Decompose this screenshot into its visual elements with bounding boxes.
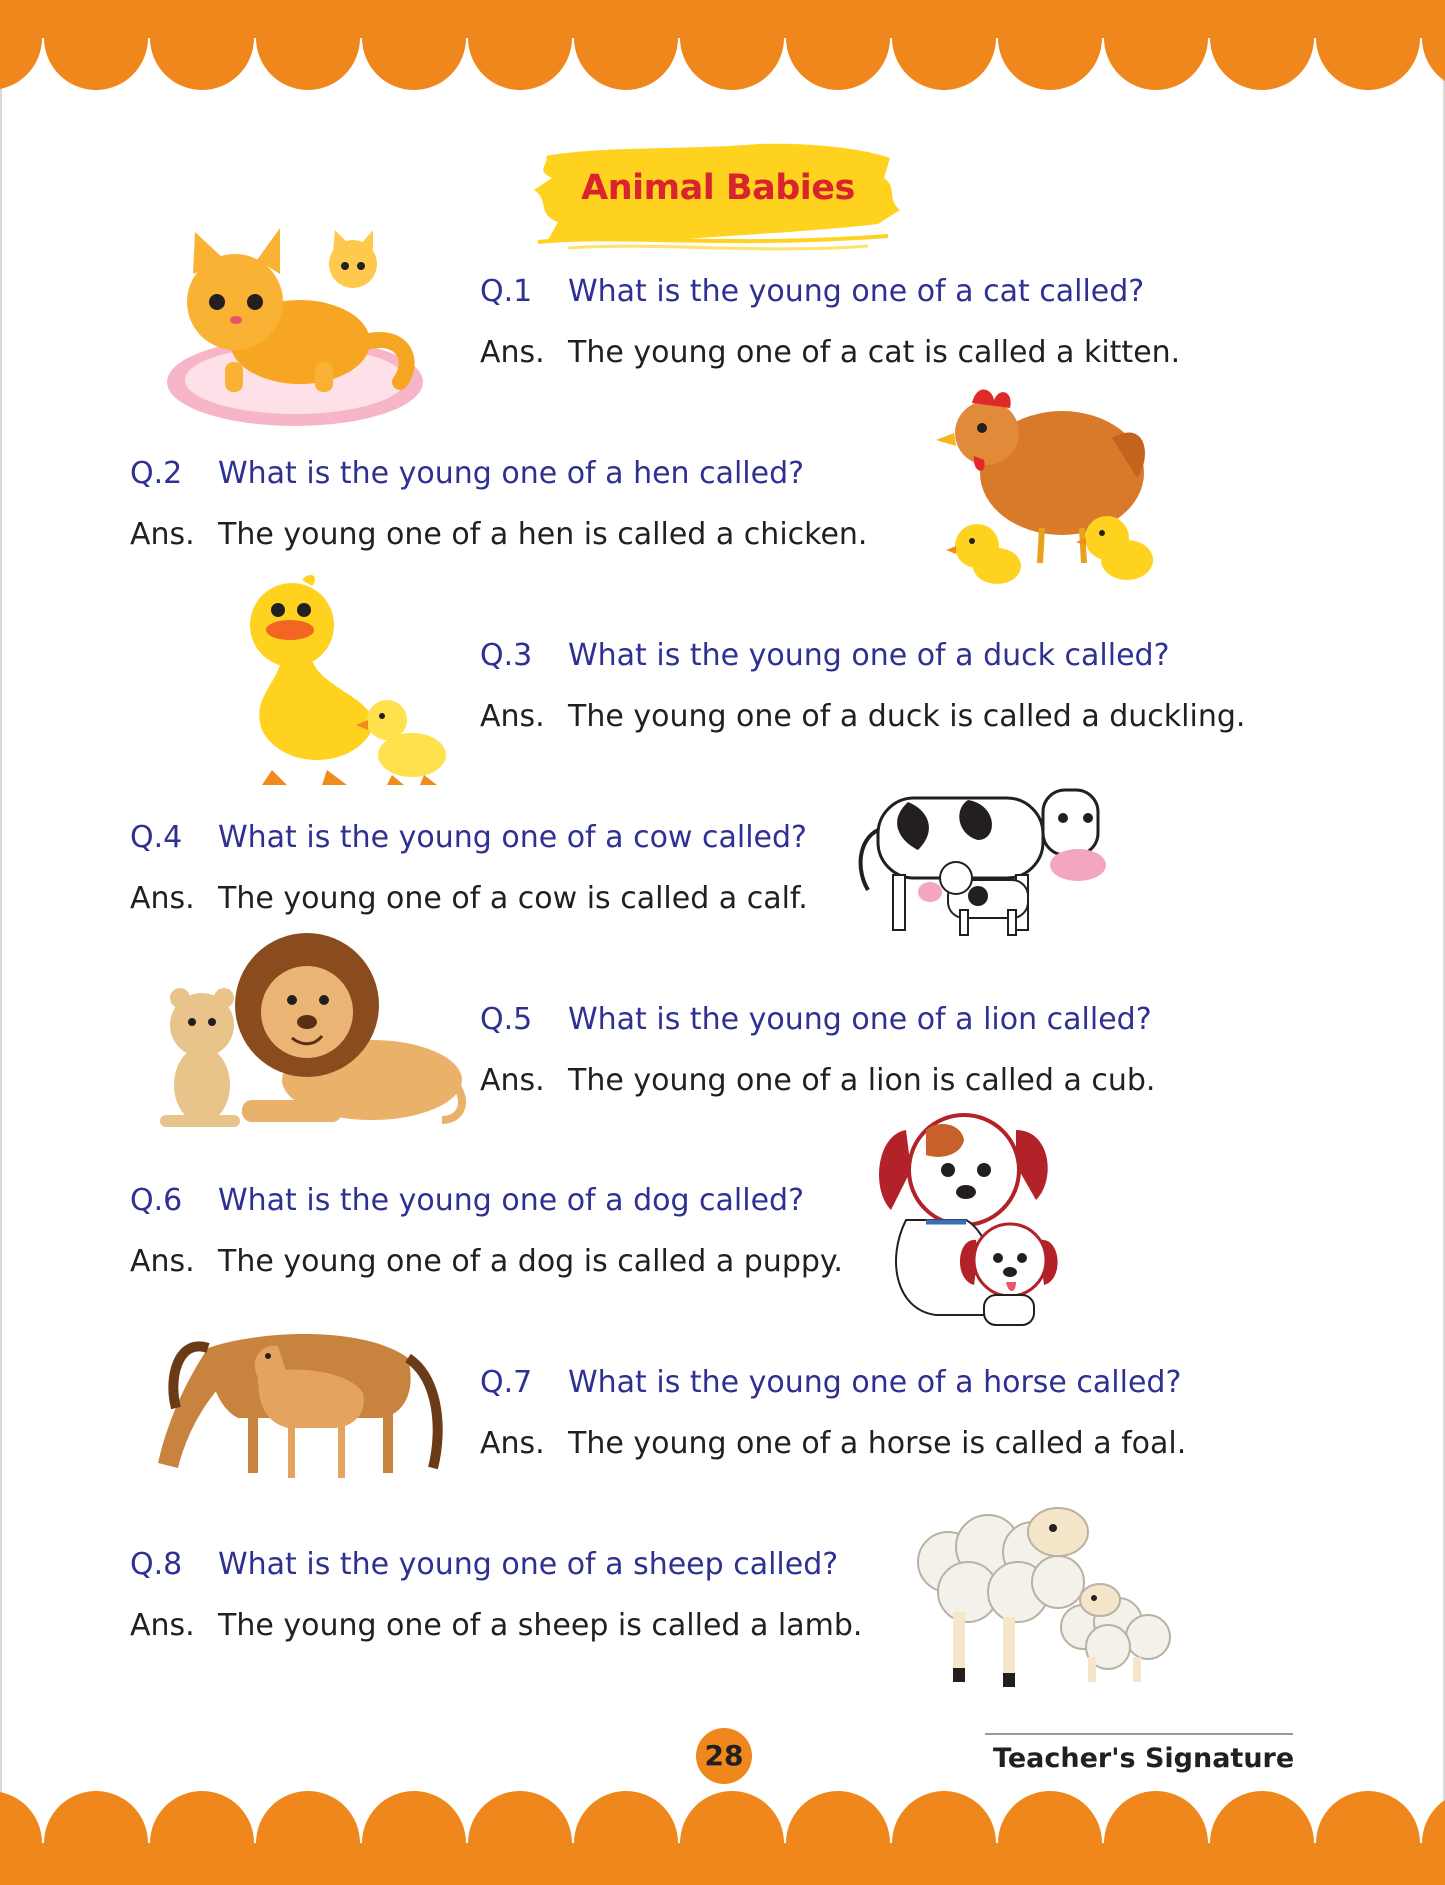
signature-line (985, 1733, 1293, 1735)
bottom-scallop-border (0, 1775, 1445, 1885)
qa-block-7 (480, 1363, 1186, 1464)
answer-text: The young one of a cat is called a kitten. (568, 335, 1181, 370)
qa-block-3 (480, 636, 1245, 737)
question-number: Q.6 (130, 1183, 183, 1218)
dog-with-puppy-icon (866, 1110, 1098, 1335)
cow-with-calf-icon (848, 780, 1128, 940)
teacher-signature-label: Teacher's Signature (993, 1743, 1295, 1774)
question-text: What is the young one of a lion called? (568, 1002, 1152, 1037)
question-text: What is the young one of a horse called? (568, 1365, 1182, 1400)
qa-block-2 (130, 454, 867, 555)
question-number: Q.5 (480, 1002, 533, 1037)
qa-block-8 (130, 1545, 862, 1646)
question-number: Q.1 (480, 274, 533, 309)
answer-text: The young one of a cow is called a calf. (218, 881, 808, 916)
question-text: What is the young one of a hen called? (218, 456, 805, 491)
answer-label: Ans. (130, 1244, 195, 1279)
page-number: 28 (704, 1739, 744, 1772)
horse-with-foal-icon (148, 1318, 458, 1483)
answer-text: The young one of a lion is called a cub. (568, 1063, 1156, 1098)
qa-block-6 (130, 1181, 843, 1282)
question-text: What is the young one of a sheep called? (218, 1547, 839, 1582)
question-number: Q.8 (130, 1547, 183, 1582)
question-number: Q.3 (480, 638, 533, 673)
question-text: What is the young one of a dog called? (218, 1183, 805, 1218)
page-title: Animal Babies (581, 168, 855, 208)
lion-with-cub-icon (152, 930, 472, 1135)
answer-label: Ans. (480, 699, 545, 734)
duck-with-duckling-icon (232, 570, 462, 800)
qa-block-4 (130, 818, 808, 919)
sheep-with-lamb-icon (908, 1492, 1186, 1692)
question-text: What is the young one of a duck called? (568, 638, 1170, 673)
question-number: Q.2 (130, 456, 183, 491)
qa-block-1 (480, 272, 1180, 373)
question-text: What is the young one of a cow called? (218, 820, 807, 855)
answer-text: The young one of a hen is called a chicken. (218, 517, 868, 552)
answer-label: Ans. (130, 881, 195, 916)
question-text: What is the young one of a cat called? (568, 274, 1145, 309)
answer-label: Ans. (480, 1426, 545, 1461)
question-number: Q.4 (130, 820, 183, 855)
answer-text: The young one of a horse is called a foal. (568, 1426, 1187, 1461)
answer-label: Ans. (130, 517, 195, 552)
top-scallop-border (0, 0, 1445, 105)
page-title-banner (528, 138, 908, 256)
answer-label: Ans. (480, 335, 545, 370)
answer-text: The young one of a sheep is called a lamb. (218, 1608, 863, 1643)
question-number: Q.7 (480, 1365, 533, 1400)
answer-label: Ans. (130, 1608, 195, 1643)
answer-label: Ans. (480, 1063, 545, 1098)
answer-text: The young one of a dog is called a puppy. (218, 1244, 843, 1279)
answer-text: The young one of a duck is called a duckling. (568, 699, 1246, 734)
cat-with-kitten-icon (165, 222, 435, 437)
hen-with-chicks-icon (922, 378, 1162, 603)
qa-block-5 (480, 1000, 1155, 1101)
